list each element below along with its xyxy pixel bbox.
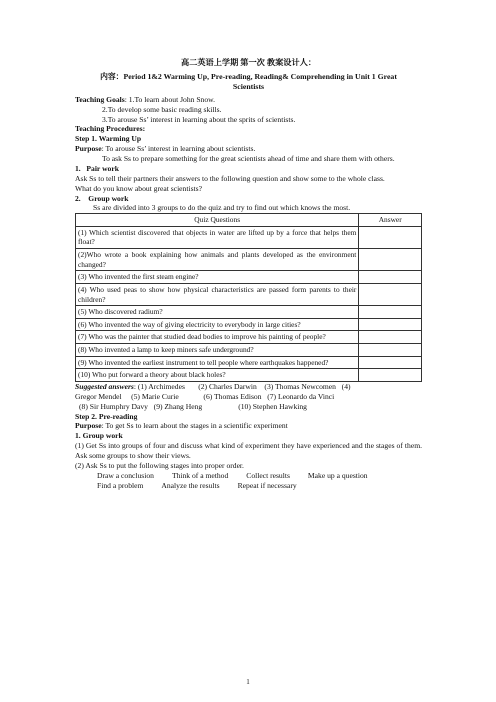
suggested-answers-line-2: Gregor Mendel (5) Marie Curie (6) Thomas Edison (7) Leonardo da Vinci xyxy=(75,391,335,401)
quiz-question: (7) Who was the painter that studied dead bodies to improve his painting of people? xyxy=(76,331,359,344)
quiz-question: (4) Who used peas to show how physical characteristics are passed form parents to their children? xyxy=(76,283,359,305)
stages-row-2 xyxy=(75,481,422,491)
table-row xyxy=(76,226,422,248)
table-row xyxy=(76,331,422,344)
stage-item: Draw a conclusion xyxy=(97,470,154,480)
quiz-answer-cell[interactable] xyxy=(359,331,422,344)
goal-1: : 1.To learn about John Snow. xyxy=(124,94,216,104)
quiz-col-answer: Answer xyxy=(359,214,422,227)
step1-purpose-label: Purpose xyxy=(75,144,102,154)
step1-purpose xyxy=(75,144,422,154)
quiz-answer-cell[interactable] xyxy=(359,226,422,248)
step2-purpose-text: : To get Ss to learn about the stages in a scientific experiment xyxy=(101,421,288,431)
table-row xyxy=(76,344,422,357)
stage-item: Make up a question xyxy=(307,470,368,480)
content-label: 内容： xyxy=(100,71,124,81)
goal-2: 2.To develop some basic reading skills. xyxy=(102,104,222,114)
quiz-answer-cell[interactable] xyxy=(359,271,422,284)
table-row xyxy=(76,369,422,382)
quiz-answer-cell[interactable] xyxy=(359,318,422,331)
stages-row-1 xyxy=(75,471,422,481)
table-row xyxy=(76,318,422,331)
table-row xyxy=(76,249,422,271)
group-work-title: 2. Group work xyxy=(75,193,129,203)
quiz-question: (1) Which scientist discovered that objects in water are lifted up by a force that helps them float? xyxy=(76,226,359,248)
quiz-answer-cell[interactable] xyxy=(359,344,422,357)
group-work-text: Ss are divided into 3 groups to do the quiz and try to find out which knows the most. xyxy=(93,203,351,213)
quiz-answer-cell[interactable] xyxy=(359,356,422,369)
quiz-question: (9) Who invented the earliest instrument to tell people where earthquakes happened? xyxy=(76,356,359,369)
step1-title: Step 1. Warming Up xyxy=(75,134,142,144)
step2-purpose-label: Purpose xyxy=(75,421,102,431)
stage-item: Think of a method xyxy=(171,470,229,480)
step2-group-work-title: 1. Group work xyxy=(75,431,123,441)
step2-paragraph-2: (2) Ask Ss to put the following stages into proper order. xyxy=(75,460,244,470)
stage-item: Find a problem xyxy=(97,480,144,490)
content-text: Period 1&2 Warming Up, Pre-reading, Reading& Comprehending in Unit 1 Great xyxy=(123,71,397,81)
quiz-answer-cell[interactable] xyxy=(359,306,422,319)
suggested-answers xyxy=(75,382,422,392)
table-row xyxy=(76,356,422,369)
quiz-question: (3) Who invented the first steam engine? xyxy=(76,271,359,284)
quiz-question: (8) Who invented a lamp to keep miners safe underground? xyxy=(76,344,359,357)
pair-work-title: 1. Pair work xyxy=(75,163,119,173)
teaching-goals-label: Teaching Goals xyxy=(75,94,125,104)
step1-purpose-text-2: To ask Ss to prepare something for the great scientists ahead of time and share them with others. xyxy=(102,154,395,164)
step2-title: Step 2. Pre-reading xyxy=(75,411,138,421)
teaching-procedures: Teaching Procedures: xyxy=(75,124,146,134)
goal-3: 3.To arouse Ss’ interest in learning about the sprits of scientists. xyxy=(102,114,296,124)
stage-item: Analyze the results xyxy=(161,480,220,490)
step1-purpose-text: : To arouse Ss’ interest in learning about scientists. xyxy=(101,144,256,154)
quiz-col-questions: Quiz Questions xyxy=(76,214,359,227)
stage-item: Repeat if necessary xyxy=(237,480,297,490)
content-line-2: Scientists xyxy=(232,81,265,91)
pair-work-question: What do you know about great scientists? xyxy=(75,183,202,193)
page-number: 1 xyxy=(246,678,250,686)
pair-work-text: Ask Ss to tell their partners their answers to the following question and show some to the whole class. xyxy=(75,173,385,183)
teaching-goals xyxy=(75,95,422,105)
quiz-answer-cell[interactable] xyxy=(359,283,422,305)
suggested-answers-label: Suggested answers xyxy=(75,381,134,391)
content-line xyxy=(75,72,422,82)
table-row xyxy=(76,306,422,319)
step2-paragraph-1: (1) Get Ss into groups of four and discuss what kind of experiment they have experienced and the stages of them. Ask some groups to show their views. xyxy=(75,441,422,460)
quiz-question: (6) Who invented the way of giving electricity to everybody in large cities? xyxy=(76,318,359,331)
quiz-table xyxy=(75,213,422,382)
quiz-question: (10) Who put forward a theory about black holes? xyxy=(76,369,359,382)
quiz-question: (5) Who discovered radium? xyxy=(76,306,359,319)
suggested-answers-line-3: (8) Sir Humphry Davy (9) Zhang Heng (10) Stephen Hawking xyxy=(79,401,307,411)
document-title: 高二英语上学期 第一次 教案设计人： xyxy=(180,58,317,67)
table-row xyxy=(76,271,422,284)
quiz-header-row xyxy=(76,214,422,227)
step2-purpose xyxy=(75,421,422,431)
suggested-answers-line-1: : (1) Archimedes (2) Charles Darwin (3) Thomas Newcomen (4) xyxy=(133,381,351,391)
table-row xyxy=(76,283,422,305)
document-page xyxy=(75,58,422,490)
quiz-answer-cell[interactable] xyxy=(359,249,422,271)
stage-item: Collect results xyxy=(246,470,290,480)
quiz-question: (2)Who wrote a book explaining how animals and plants developed as the environment changed? xyxy=(76,249,359,271)
quiz-answer-cell[interactable] xyxy=(359,369,422,382)
